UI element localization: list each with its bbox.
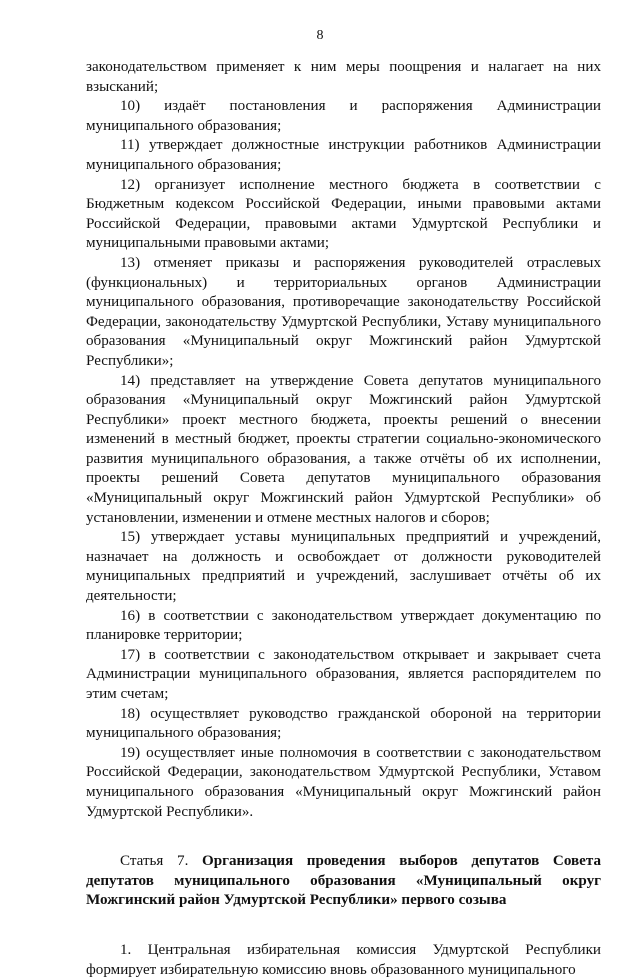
list-item-16: 16) в соответствии с законодательством утверждает документацию по планировке территории; <box>86 607 601 644</box>
list-item-12: 12) организует исполнение местного бюджета в соответствии с Бюджетным кодексом Российской Федерации, иными правовыми актами Российской Федерации, правовыми актами Удмуртской Республики и муниципальными правовыми актами; <box>86 176 601 252</box>
article-label: Статья 7. <box>120 853 189 870</box>
list-item-15: 15) утверждает уставы муниципальных предприятий и учреждений, назначает на должность и освобождает от должности руководителей муниципальных предприятий и учреждений, заслушивает отчёты об их деятельности; <box>86 529 601 605</box>
list-item-18: 18) осуществляет руководство гражданской обороной на территории муниципального образования; <box>86 705 601 742</box>
document-body <box>86 58 601 980</box>
paragraph-continuation: законодательством применяет к ним меры поощрения и налагает на них взысканий; <box>86 59 601 95</box>
article-title: Организация проведения выборов депутатов Совета депутатов муниципального образования «Муниципальный округ Можгинский район Удмуртской Республики» первого созыва <box>86 853 601 909</box>
list-item-17: 17) в соответствии с законодательством открывает и закрывает счета Администрации муниципального образования, является распорядителем по этим счетам; <box>86 646 601 702</box>
list-item-14: 14) представляет на утверждение Совета депутатов муниципального образования «Муниципальный округ Можгинский район Удмуртской Республики» проект местного бюджета, проекты решений о внесении изменений в местный бюджет, проекты стратегии социально-экономического развития муниципального образования, а также отчёты об их исполнении, проекты решений Совета депутатов муниципального образования «Муниципальный округ Можгинский район Удмуртской Республики» об установлении, изменении и отмене местных налогов и сборов; <box>86 372 601 526</box>
list-item-19: 19) осуществляет иные полномочия в соответствии с законодательством Российской Федерации, законодательством Удмуртской Республики, Уставом муниципального образования «Муниципальный округ Можгинский район Удмуртской Республики». <box>86 744 601 820</box>
list-item-11: 11) утверждает должностные инструкции работников Администрации муниципального образования; <box>86 137 601 173</box>
article-paragraph-1: 1. Центральная избирательная комиссия Удмуртской Республики формирует избирательную комиссию вновь образованного муниципального <box>86 941 601 978</box>
article-heading <box>86 852 601 911</box>
page-number: 8 <box>316 28 324 43</box>
list-item-13: 13) отменяет приказы и распоряжения руководителей отраслевых (функциональных) и территориальных органов Администрации муниципального образования, противоречащие законодательству Российской Федерации, законодательству Удмуртской Республики, Уставу муниципального образования «Муниципальный округ Можгинский район Удмуртской Республики»; <box>86 254 601 369</box>
list-item-10: 10) издаёт постановления и распоряжения Администрации муниципального образования; <box>86 98 601 134</box>
